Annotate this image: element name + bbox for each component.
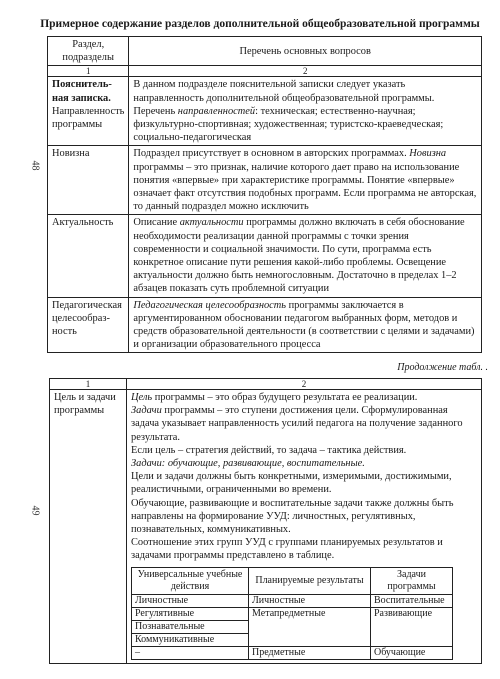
inner-cell: – bbox=[132, 646, 249, 659]
text-rest: : техническая; естественно-научная; физкультурно-спортивная; художественная; туристско-краеведческая; социально-педагогическая bbox=[133, 105, 444, 144]
text-italic: Задачи bbox=[131, 405, 162, 417]
sections-table bbox=[47, 36, 482, 353]
header-questions: Перечень основных вопросов bbox=[129, 37, 482, 66]
inner-header: Задачи программы bbox=[371, 567, 453, 594]
inner-cell: Коммуникативные bbox=[132, 633, 249, 646]
text-prefix: Подраздел присутствует в основном в авторских программах. bbox=[133, 148, 410, 160]
table-row bbox=[48, 146, 482, 215]
inner-row bbox=[132, 607, 453, 620]
inner-header: Универсальные учебные действия bbox=[132, 567, 249, 594]
paragraph: Если цель – стратегия действий, то задача – тактика действия. bbox=[131, 444, 407, 456]
inner-cell: Метапредметные bbox=[249, 607, 371, 646]
document-title: Примерное содержание разделов дополнительной общеобразовательной программы bbox=[40, 18, 480, 30]
inner-row bbox=[132, 594, 453, 607]
row-text: В данном подразделе пояснительной записки следует указать направленность дополнительной общеобразовательной программы. bbox=[133, 79, 435, 104]
paragraph: Обучающие, развивающие и воспитательные задачи также должны быть направлены на формирование УУД: личностных, регулятивных, познавательных, коммуникативных. bbox=[131, 497, 454, 536]
inner-cell: Личностные bbox=[249, 594, 371, 607]
page-number-top: 48 bbox=[29, 160, 41, 171]
col-number-2: 2 bbox=[129, 66, 482, 77]
text-italic: актуальности bbox=[179, 217, 244, 229]
inner-cell: Воспитательные bbox=[371, 594, 453, 607]
text-prefix: Перечень bbox=[133, 105, 178, 117]
row-label: Актуальность bbox=[48, 215, 129, 297]
table-row bbox=[50, 390, 482, 664]
inner-row bbox=[132, 646, 453, 659]
paragraph-italic: Задачи: обучающие, развивающие, воспитательные. bbox=[131, 458, 365, 470]
text-rest: программы заключается в аргументированном обосновании педагогом выбранных форм, методов и средств образовательной деятельности (в соответствии с целями и задачами) и организации образовательного процесса bbox=[133, 299, 475, 351]
paragraph: Соотношение этих групп УУД с группами планируемых результатов и задачами программы представлено в таблице. bbox=[131, 537, 443, 562]
paragraph: Цели и задачи должны быть конкретными, измеримыми, достижимыми, реалистичными, ограниченными во времени. bbox=[131, 471, 452, 496]
text-rest: программы – это ступени достижения цели. Сформулированная задача указывает направленность усилий педагога на получение заданного результата. bbox=[131, 405, 463, 443]
col-number-2: 2 bbox=[127, 379, 482, 390]
text-rest: программы должно включать в себя обоснование необходимости реализации данной программы с точки зрения современности и социальной значимости. По сути, программа есть конкретное описание пути решения какой-либо проблемы. Освещение актуальности должно быть немногословным. Достаточно в пределах 1–2 абзацев показать суть проблемной ситуации bbox=[133, 217, 465, 295]
text-prefix: Описание bbox=[133, 217, 180, 229]
inner-cell: Регулятивные bbox=[132, 607, 249, 620]
row-label: Направленность программы bbox=[52, 105, 125, 131]
table-row bbox=[48, 297, 482, 353]
col-number-1: 1 bbox=[48, 66, 129, 77]
text-italic: Новизна bbox=[409, 148, 447, 160]
text-rest: программы – это образ будущего результата ее реализации. bbox=[152, 392, 418, 403]
row-label: Новизна bbox=[48, 146, 129, 215]
inner-cell: Предметные bbox=[249, 646, 371, 659]
text-italic: Педагогическая целесообразность bbox=[133, 299, 287, 311]
row-label: Цель и задачи программы bbox=[50, 390, 127, 664]
row-label: Педагогическая целесообразность bbox=[48, 297, 129, 353]
continuation-label: Продолжение табл. . bbox=[397, 362, 488, 373]
inner-cell: Обучающие bbox=[371, 646, 453, 659]
goals-table bbox=[49, 378, 482, 664]
col-number-1: 1 bbox=[50, 379, 127, 390]
header-section: Раздел, подразделы bbox=[48, 37, 129, 66]
text-italic: Цель bbox=[131, 392, 153, 403]
table-row bbox=[48, 77, 482, 146]
table-row bbox=[48, 215, 482, 297]
text-rest: программы – это признак, наличие которого дает право на использование понятия «впервые» при характеристике программы. Понятие «впервые» означает факт отсутствия подобных программ. Если программа не авторская, то данный подраздел можно исключить bbox=[133, 161, 477, 213]
inner-cell: Личностные bbox=[132, 594, 249, 607]
text-italic: направленностей bbox=[177, 105, 256, 117]
page-number-bottom: 49 bbox=[29, 505, 41, 516]
row-label-bold: Пояснительная записка. bbox=[52, 79, 112, 104]
uud-table bbox=[131, 567, 453, 660]
inner-header: Планируемые результаты bbox=[249, 567, 371, 594]
inner-cell: Познавательные bbox=[132, 620, 249, 633]
inner-cell: Развивающие bbox=[371, 607, 453, 646]
